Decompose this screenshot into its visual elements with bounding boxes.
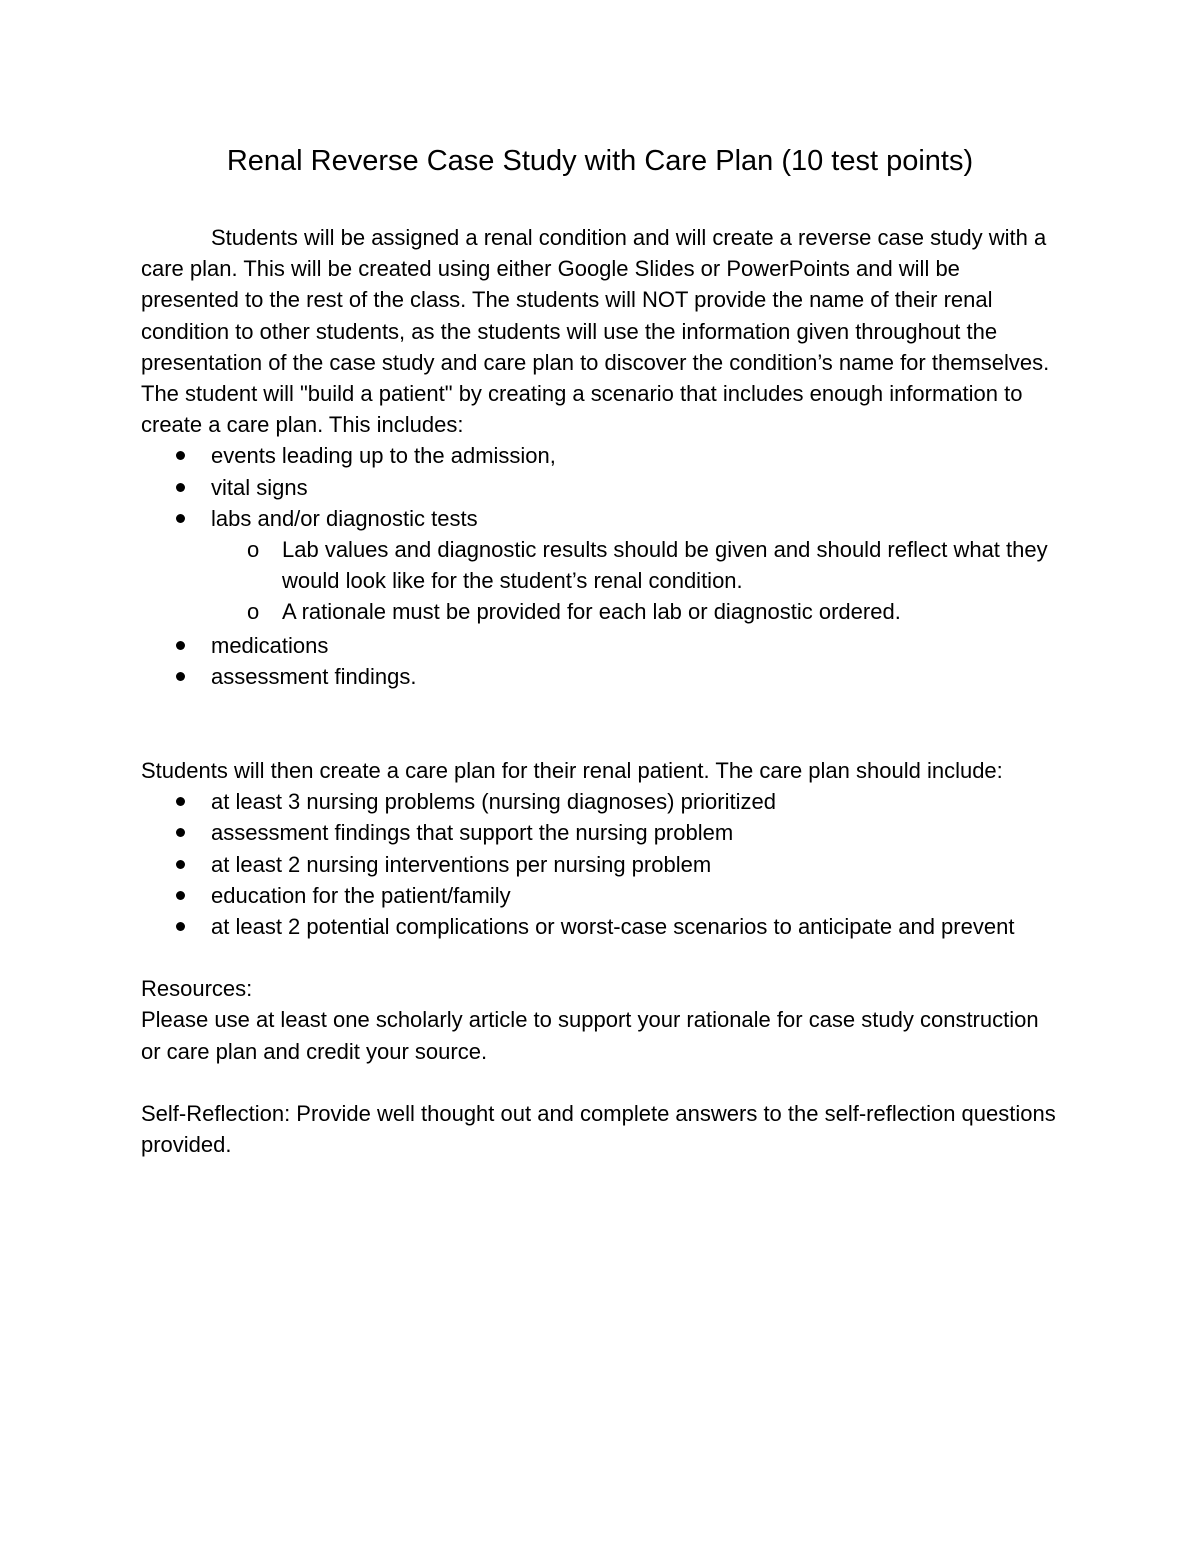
circle-bullet-icon: o — [247, 537, 260, 563]
case-study-list — [141, 440, 1061, 692]
bullet-icon — [176, 514, 185, 523]
bullet-icon — [176, 483, 185, 492]
list-item-text: vital signs — [211, 474, 308, 500]
list-item-text: assessment findings. — [211, 663, 417, 689]
bullet-icon — [176, 797, 185, 806]
resources-text: Please use at least one scholarly article to support your rationale for case study construction or care plan and credit your source. — [141, 1007, 1039, 1064]
list-item — [141, 817, 1061, 848]
bullet-icon — [176, 672, 185, 681]
intro-paragraph: Students will be assigned a renal condition and will create a reverse case study with a care plan. This will be created using either Google Slides or PowerPoints and will be presented to the rest of the class. The students will NOT provide the name of their renal condition to other students, as the students will use the information given throughout the presentation of the case study and care plan to discover the condition’s name for themselves. The student will "build a patient" by creating a scenario that includes enough information to create a care plan. This includes: — [141, 225, 1050, 438]
list-item — [141, 786, 1061, 817]
list-item — [141, 630, 1061, 661]
sub-list-item — [141, 534, 1061, 596]
bullet-icon — [176, 451, 185, 460]
bullet-icon — [176, 922, 185, 931]
list-item-text: labs and/or diagnostic tests — [211, 505, 478, 531]
sub-list-item — [141, 596, 1061, 627]
spacer — [141, 692, 1061, 755]
spacer — [141, 942, 1061, 973]
care-plan-intro: Students will then create a care plan for their renal patient. The care plan should include: — [141, 758, 1003, 784]
self-reflection-text: Self-Reflection: Provide well thought out and complete answers to the self-reflection questions provided. — [141, 1100, 1056, 1158]
list-item — [141, 503, 1061, 534]
list-item — [141, 911, 1061, 942]
list-item — [141, 661, 1061, 692]
list-item-text: medications — [211, 632, 329, 658]
resources-heading: Resources: — [141, 976, 253, 1002]
document-title: Renal Reverse Case Study with Care Plan (10 test points) — [226, 145, 974, 177]
list-item-text: assessment findings that support the nursing problem — [211, 820, 734, 846]
bullet-icon — [176, 860, 185, 869]
list-item-text: events leading up to the admission, — [211, 443, 556, 469]
bullet-icon — [176, 641, 185, 650]
sub-list-item-text: Lab values and diagnostic results should be given and should reflect what they would look like for the student’s renal condition. — [282, 537, 1048, 594]
sub-list-item-text: A rationale must be provided for each lab or diagnostic ordered. — [282, 599, 901, 625]
bullet-icon — [176, 828, 185, 837]
document-body — [141, 222, 1061, 1160]
list-item-text: at least 3 nursing problems (nursing diagnoses) prioritized — [211, 789, 776, 815]
list-item — [141, 440, 1061, 471]
list-item — [141, 472, 1061, 503]
list-item-text: at least 2 potential complications or worst-case scenarios to anticipate and prevent — [211, 914, 1015, 940]
list-item — [141, 880, 1061, 911]
list-item-text: education for the patient/family — [211, 882, 511, 908]
circle-bullet-icon: o — [247, 599, 260, 625]
care-plan-list — [141, 786, 1061, 942]
spacer — [141, 1067, 1061, 1098]
bullet-icon — [176, 891, 185, 900]
list-item — [141, 849, 1061, 880]
list-item-text: at least 2 nursing interventions per nursing problem — [211, 851, 712, 877]
